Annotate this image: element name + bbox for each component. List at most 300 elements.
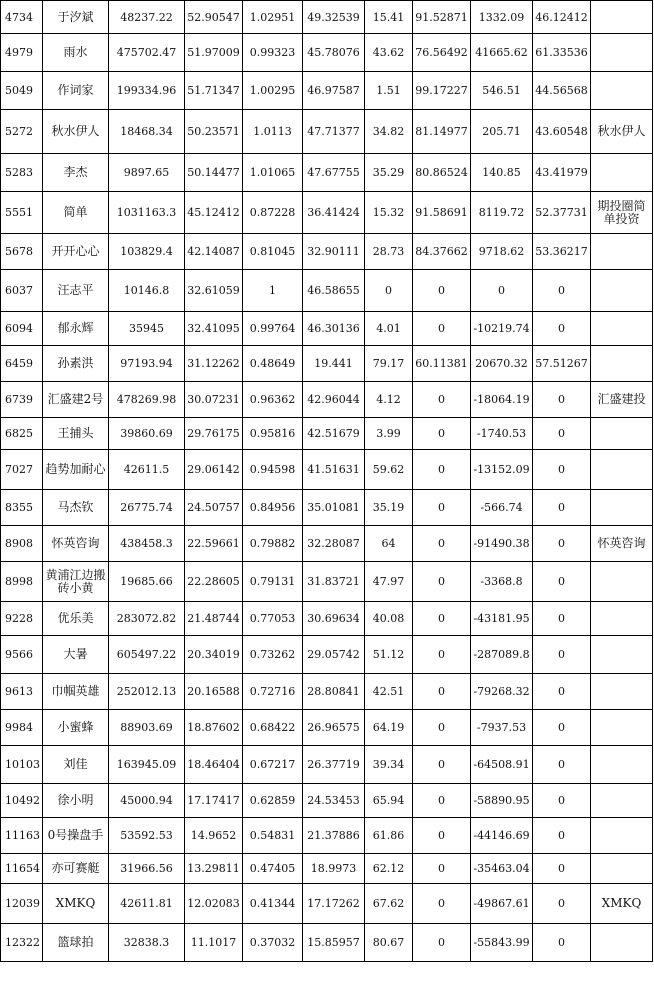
col-5-value: 0	[365, 270, 413, 312]
col-5-value: 4.01	[365, 312, 413, 346]
row-id: 9984	[1, 710, 43, 746]
col-7-value: -49867.61	[471, 884, 533, 924]
col-4-value: 36.41424	[303, 192, 365, 234]
col-8-value: 0	[533, 710, 591, 746]
table-row	[1, 924, 653, 962]
col-6-value: 0	[413, 924, 471, 962]
col-2-value: 20.34019	[185, 636, 243, 674]
col-2-value: 51.97009	[185, 34, 243, 72]
col-4-value: 45.78076	[303, 34, 365, 72]
table-row	[1, 382, 653, 418]
row-id: 10492	[1, 784, 43, 818]
table-row	[1, 312, 653, 346]
row-id: 5272	[1, 110, 43, 154]
table-row	[1, 526, 653, 562]
col-4-value: 15.85957	[303, 924, 365, 962]
col-8-value: 0	[533, 450, 591, 490]
col-1-value: 88903.69	[109, 710, 185, 746]
col-1-value: 42611.5	[109, 450, 185, 490]
col-4-value: 46.30136	[303, 312, 365, 346]
table-row	[1, 192, 653, 234]
row-note	[591, 710, 653, 746]
col-6-value: 76.56492	[413, 34, 471, 72]
row-name: 优乐美	[43, 602, 109, 636]
col-2-value: 18.46404	[185, 746, 243, 784]
col-8-value: 46.12412	[533, 1, 591, 34]
col-7-value: -7937.53	[471, 710, 533, 746]
col-4-value: 26.96575	[303, 710, 365, 746]
row-id: 9566	[1, 636, 43, 674]
col-8-value: 0	[533, 382, 591, 418]
col-2-value: 32.61059	[185, 270, 243, 312]
table-row	[1, 1, 653, 34]
col-4-value: 46.97587	[303, 72, 365, 110]
row-note	[591, 418, 653, 450]
row-name: 小蜜蜂	[43, 710, 109, 746]
row-id: 4979	[1, 34, 43, 72]
col-7-value: -44146.69	[471, 818, 533, 854]
row-note	[591, 1, 653, 34]
table-row	[1, 234, 653, 270]
col-1-value: 35945	[109, 312, 185, 346]
col-3-value: 0.73262	[243, 636, 303, 674]
col-4-value: 26.37719	[303, 746, 365, 784]
table-row	[1, 110, 653, 154]
col-3-value: 0.62859	[243, 784, 303, 818]
col-8-value: 53.36217	[533, 234, 591, 270]
row-note	[591, 562, 653, 602]
col-2-value: 52.90547	[185, 1, 243, 34]
row-name: 汇盛建2号	[43, 382, 109, 418]
col-6-value: 0	[413, 562, 471, 602]
col-1-value: 31966.56	[109, 854, 185, 884]
col-3-value: 0.94598	[243, 450, 303, 490]
col-4-value: 47.71377	[303, 110, 365, 154]
row-note	[591, 818, 653, 854]
col-8-value: 0	[533, 924, 591, 962]
row-id: 5678	[1, 234, 43, 270]
col-7-value: -3368.8	[471, 562, 533, 602]
col-1-value: 252012.13	[109, 674, 185, 710]
row-note: 秋水伊人	[591, 110, 653, 154]
col-2-value: 20.16588	[185, 674, 243, 710]
col-8-value: 0	[533, 884, 591, 924]
col-1-value: 9897.65	[109, 154, 185, 192]
table-row	[1, 154, 653, 192]
col-7-value: 546.51	[471, 72, 533, 110]
col-8-value: 52.37731	[533, 192, 591, 234]
row-note	[591, 450, 653, 490]
col-2-value: 18.87602	[185, 710, 243, 746]
row-id: 7027	[1, 450, 43, 490]
row-id: 9613	[1, 674, 43, 710]
col-5-value: 4.12	[365, 382, 413, 418]
col-6-value: 0	[413, 602, 471, 636]
table-row	[1, 346, 653, 382]
row-id: 6037	[1, 270, 43, 312]
col-3-value: 1.02951	[243, 1, 303, 34]
row-id: 4734	[1, 1, 43, 34]
col-5-value: 39.34	[365, 746, 413, 784]
col-7-value: -43181.95	[471, 602, 533, 636]
col-6-value: 0	[413, 818, 471, 854]
col-4-value: 35.01081	[303, 490, 365, 526]
col-7-value: 41665.62	[471, 34, 533, 72]
row-id: 9228	[1, 602, 43, 636]
col-6-value: 0	[413, 674, 471, 710]
row-name: XMKQ	[43, 884, 109, 924]
col-3-value: 0.79882	[243, 526, 303, 562]
col-6-value: 0	[413, 526, 471, 562]
col-2-value: 21.48744	[185, 602, 243, 636]
col-8-value: 0	[533, 418, 591, 450]
col-8-value: 0	[533, 490, 591, 526]
row-name: 于汐斌	[43, 1, 109, 34]
col-4-value: 24.53453	[303, 784, 365, 818]
col-7-value: -1740.53	[471, 418, 533, 450]
col-2-value: 29.76175	[185, 418, 243, 450]
col-3-value: 1.00295	[243, 72, 303, 110]
col-6-value: 91.58691	[413, 192, 471, 234]
row-note	[591, 674, 653, 710]
col-4-value: 32.28087	[303, 526, 365, 562]
col-3-value: 0.96362	[243, 382, 303, 418]
col-6-value: 99.17227	[413, 72, 471, 110]
col-3-value: 0.87228	[243, 192, 303, 234]
row-name: 马杰钦	[43, 490, 109, 526]
col-7-value: 20670.32	[471, 346, 533, 382]
col-3-value: 0.67217	[243, 746, 303, 784]
row-name: 大暑	[43, 636, 109, 674]
table-row	[1, 636, 653, 674]
col-5-value: 67.62	[365, 884, 413, 924]
row-name: 徐小明	[43, 784, 109, 818]
col-8-value: 0	[533, 312, 591, 346]
row-id: 12322	[1, 924, 43, 962]
row-id: 6094	[1, 312, 43, 346]
col-1-value: 26775.74	[109, 490, 185, 526]
col-5-value: 28.73	[365, 234, 413, 270]
row-id: 8908	[1, 526, 43, 562]
col-1-value: 53592.53	[109, 818, 185, 854]
col-5-value: 43.62	[365, 34, 413, 72]
col-5-value: 59.62	[365, 450, 413, 490]
col-3-value: 0.41344	[243, 884, 303, 924]
col-6-value: 0	[413, 382, 471, 418]
col-4-value: 32.90111	[303, 234, 365, 270]
row-note	[591, 312, 653, 346]
col-4-value: 28.80841	[303, 674, 365, 710]
col-1-value: 478269.98	[109, 382, 185, 418]
col-1-value: 438458.3	[109, 526, 185, 562]
col-6-value: 0	[413, 270, 471, 312]
col-7-value: 205.71	[471, 110, 533, 154]
col-3-value: 0.79131	[243, 562, 303, 602]
col-1-value: 48237.22	[109, 1, 185, 34]
table-row	[1, 490, 653, 526]
row-id: 5283	[1, 154, 43, 192]
col-4-value: 42.96044	[303, 382, 365, 418]
col-1-value: 10146.8	[109, 270, 185, 312]
col-3-value: 0.37032	[243, 924, 303, 962]
col-6-value: 0	[413, 636, 471, 674]
col-3-value: 0.72716	[243, 674, 303, 710]
row-name: 王捕头	[43, 418, 109, 450]
col-6-value: 0	[413, 746, 471, 784]
col-7-value: 0	[471, 270, 533, 312]
col-4-value: 29.05742	[303, 636, 365, 674]
row-id: 5551	[1, 192, 43, 234]
col-2-value: 30.07231	[185, 382, 243, 418]
col-5-value: 61.86	[365, 818, 413, 854]
table-row	[1, 674, 653, 710]
row-name: 巾帼英雄	[43, 674, 109, 710]
col-3-value: 0.95816	[243, 418, 303, 450]
col-2-value: 17.17417	[185, 784, 243, 818]
col-5-value: 79.17	[365, 346, 413, 382]
row-id: 6825	[1, 418, 43, 450]
col-6-value: 0	[413, 710, 471, 746]
row-note: 汇盛建投	[591, 382, 653, 418]
row-note	[591, 72, 653, 110]
row-id: 12039	[1, 884, 43, 924]
col-7-value: -64508.91	[471, 746, 533, 784]
col-2-value: 50.14477	[185, 154, 243, 192]
col-7-value: 1332.09	[471, 1, 533, 34]
col-4-value: 17.17262	[303, 884, 365, 924]
col-4-value: 18.9973	[303, 854, 365, 884]
col-5-value: 47.97	[365, 562, 413, 602]
col-2-value: 42.14087	[185, 234, 243, 270]
table-row	[1, 854, 653, 884]
col-1-value: 605497.22	[109, 636, 185, 674]
col-6-value: 0	[413, 312, 471, 346]
col-5-value: 3.99	[365, 418, 413, 450]
col-1-value: 32838.3	[109, 924, 185, 962]
row-name: 亦可赛艇	[43, 854, 109, 884]
col-8-value: 0	[533, 784, 591, 818]
row-note	[591, 346, 653, 382]
col-2-value: 14.9652	[185, 818, 243, 854]
col-7-value: 140.85	[471, 154, 533, 192]
col-8-value: 0	[533, 818, 591, 854]
col-8-value: 0	[533, 602, 591, 636]
row-note: XMKQ	[591, 884, 653, 924]
table-row	[1, 34, 653, 72]
col-1-value: 199334.96	[109, 72, 185, 110]
col-7-value: -13152.09	[471, 450, 533, 490]
col-4-value: 49.32539	[303, 1, 365, 34]
col-8-value: 43.41979	[533, 154, 591, 192]
col-3-value: 0.81045	[243, 234, 303, 270]
col-8-value: 0	[533, 270, 591, 312]
col-5-value: 65.94	[365, 784, 413, 818]
col-6-value: 0	[413, 418, 471, 450]
col-7-value: -287089.8	[471, 636, 533, 674]
col-4-value: 21.37886	[303, 818, 365, 854]
col-1-value: 45000.94	[109, 784, 185, 818]
col-6-value: 0	[413, 884, 471, 924]
col-3-value: 1.0113	[243, 110, 303, 154]
col-8-value: 44.56568	[533, 72, 591, 110]
table-body	[1, 1, 653, 962]
col-7-value: -566.74	[471, 490, 533, 526]
col-1-value: 475702.47	[109, 34, 185, 72]
col-1-value: 103829.4	[109, 234, 185, 270]
table-row	[1, 562, 653, 602]
col-4-value: 31.83721	[303, 562, 365, 602]
col-3-value: 0.77053	[243, 602, 303, 636]
col-7-value: -58890.95	[471, 784, 533, 818]
table-row	[1, 418, 653, 450]
row-note	[591, 854, 653, 884]
col-5-value: 51.12	[365, 636, 413, 674]
table-row	[1, 818, 653, 854]
table-row	[1, 270, 653, 312]
row-name: 汪志平	[43, 270, 109, 312]
col-3-value: 0.54831	[243, 818, 303, 854]
row-note	[591, 602, 653, 636]
col-5-value: 1.51	[365, 72, 413, 110]
row-note: 怀英咨询	[591, 526, 653, 562]
col-1-value: 163945.09	[109, 746, 185, 784]
row-name: 作词家	[43, 72, 109, 110]
row-note	[591, 270, 653, 312]
col-1-value: 42611.81	[109, 884, 185, 924]
table-row	[1, 746, 653, 784]
col-5-value: 80.67	[365, 924, 413, 962]
col-7-value: -35463.04	[471, 854, 533, 884]
col-5-value: 42.51	[365, 674, 413, 710]
table-row	[1, 72, 653, 110]
col-8-value: 0	[533, 636, 591, 674]
row-note	[591, 234, 653, 270]
table-row	[1, 784, 653, 818]
row-name: 孙素洪	[43, 346, 109, 382]
col-4-value: 46.58655	[303, 270, 365, 312]
row-note	[591, 490, 653, 526]
col-6-value: 0	[413, 854, 471, 884]
col-6-value: 91.52871	[413, 1, 471, 34]
table-row	[1, 602, 653, 636]
row-name: 郁永辉	[43, 312, 109, 346]
col-4-value: 42.51679	[303, 418, 365, 450]
col-8-value: 0	[533, 746, 591, 784]
row-note	[591, 746, 653, 784]
col-8-value: 0	[533, 562, 591, 602]
col-7-value: -18064.19	[471, 382, 533, 418]
col-2-value: 12.02083	[185, 884, 243, 924]
col-4-value: 30.69634	[303, 602, 365, 636]
col-3-value: 0.47405	[243, 854, 303, 884]
col-2-value: 29.06142	[185, 450, 243, 490]
col-5-value: 62.12	[365, 854, 413, 884]
col-2-value: 50.23571	[185, 110, 243, 154]
col-2-value: 24.50757	[185, 490, 243, 526]
col-1-value: 1031163.3	[109, 192, 185, 234]
row-id: 11163	[1, 818, 43, 854]
col-6-value: 81.14977	[413, 110, 471, 154]
row-name: 开开心心	[43, 234, 109, 270]
table-row	[1, 884, 653, 924]
col-2-value: 22.28605	[185, 562, 243, 602]
col-7-value: -10219.74	[471, 312, 533, 346]
col-7-value: 8119.72	[471, 192, 533, 234]
col-8-value: 61.33536	[533, 34, 591, 72]
row-note	[591, 34, 653, 72]
col-7-value: -91490.38	[471, 526, 533, 562]
col-5-value: 40.08	[365, 602, 413, 636]
col-6-value: 0	[413, 450, 471, 490]
col-5-value: 35.19	[365, 490, 413, 526]
col-2-value: 31.12262	[185, 346, 243, 382]
col-4-value: 47.67755	[303, 154, 365, 192]
row-name: 李杰	[43, 154, 109, 192]
col-2-value: 22.59661	[185, 526, 243, 562]
col-6-value: 60.11381	[413, 346, 471, 382]
col-3-value: 0.48649	[243, 346, 303, 382]
row-id: 6459	[1, 346, 43, 382]
row-name: 简单	[43, 192, 109, 234]
col-3-value: 1	[243, 270, 303, 312]
col-6-value: 0	[413, 784, 471, 818]
row-id: 6739	[1, 382, 43, 418]
row-name: 秋水伊人	[43, 110, 109, 154]
col-8-value: 43.60548	[533, 110, 591, 154]
row-id: 5049	[1, 72, 43, 110]
col-2-value: 51.71347	[185, 72, 243, 110]
col-2-value: 13.29811	[185, 854, 243, 884]
row-name: 怀英咨询	[43, 526, 109, 562]
col-8-value: 0	[533, 674, 591, 710]
row-id: 8355	[1, 490, 43, 526]
row-name: 黄浦江边搬砖小黄	[43, 562, 109, 602]
table-row	[1, 450, 653, 490]
col-5-value: 64.19	[365, 710, 413, 746]
row-id: 11654	[1, 854, 43, 884]
col-2-value: 32.41095	[185, 312, 243, 346]
row-note	[591, 636, 653, 674]
row-name: 雨水	[43, 34, 109, 72]
col-3-value: 1.01065	[243, 154, 303, 192]
col-4-value: 41.51631	[303, 450, 365, 490]
table-row	[1, 710, 653, 746]
col-5-value: 35.29	[365, 154, 413, 192]
col-1-value: 97193.94	[109, 346, 185, 382]
col-1-value: 39860.69	[109, 418, 185, 450]
col-7-value: 9718.62	[471, 234, 533, 270]
row-note	[591, 924, 653, 962]
col-7-value: -79268.32	[471, 674, 533, 710]
col-1-value: 19685.66	[109, 562, 185, 602]
row-note	[591, 784, 653, 818]
row-name: 趋势加耐心	[43, 450, 109, 490]
col-2-value: 45.12412	[185, 192, 243, 234]
col-5-value: 64	[365, 526, 413, 562]
row-name: 0号操盘手	[43, 818, 109, 854]
row-name: 篮球拍	[43, 924, 109, 962]
col-1-value: 18468.34	[109, 110, 185, 154]
col-3-value: 0.84956	[243, 490, 303, 526]
row-note: 期投圈简单投资	[591, 192, 653, 234]
col-5-value: 34.82	[365, 110, 413, 154]
col-3-value: 0.68422	[243, 710, 303, 746]
row-id: 10103	[1, 746, 43, 784]
col-3-value: 0.99764	[243, 312, 303, 346]
row-note	[591, 154, 653, 192]
col-5-value: 15.32	[365, 192, 413, 234]
col-6-value: 80.86524	[413, 154, 471, 192]
